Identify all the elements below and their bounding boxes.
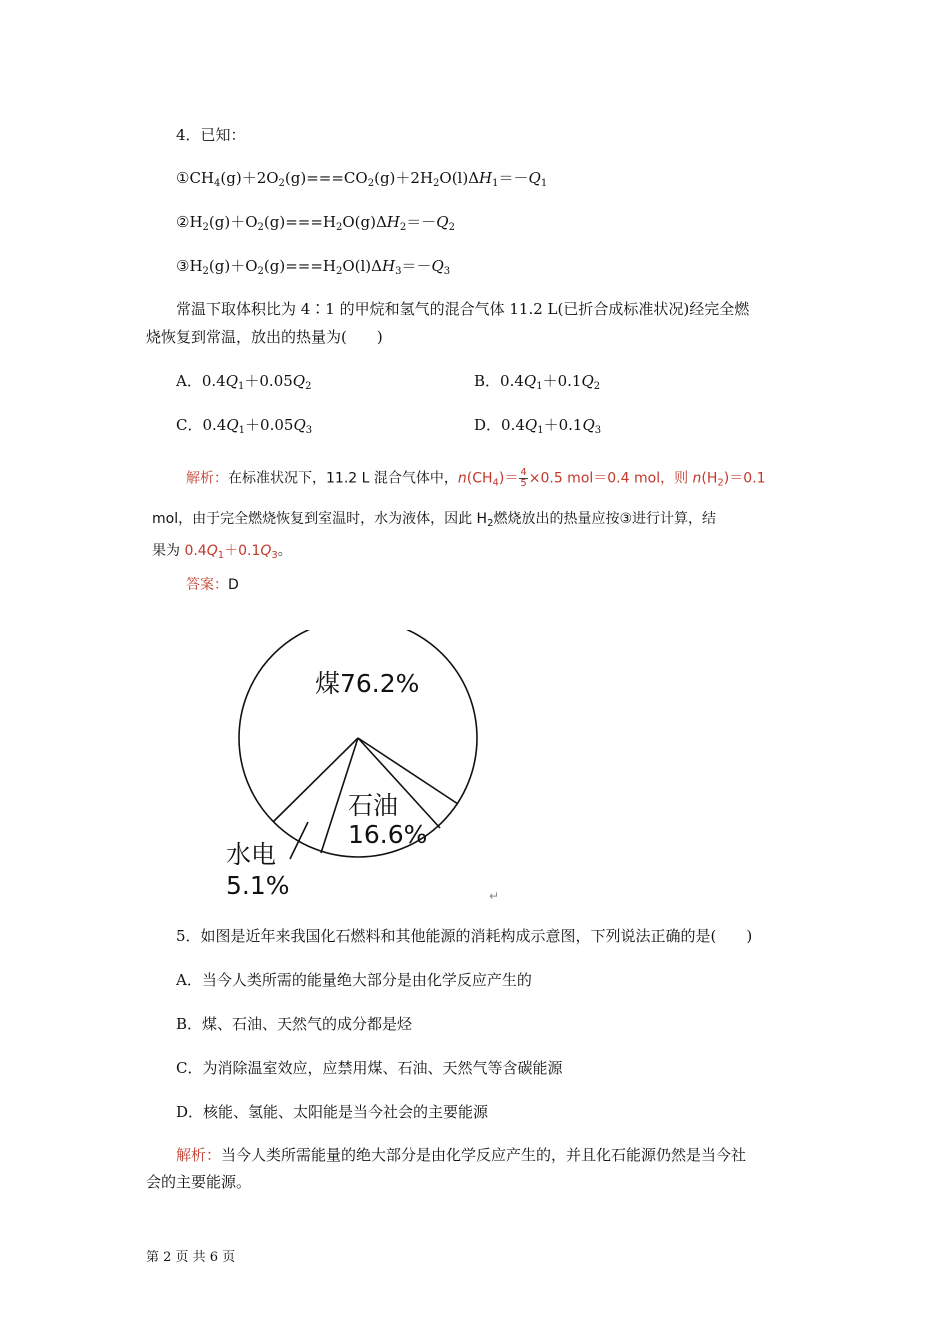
q5-option-b: B．煤、石油、天然气的成分都是烃 (176, 1015, 413, 1033)
analysis-label: 解析： (186, 470, 228, 487)
fraction-four-fifths: $\frac{4}{5}$ (520, 467, 527, 489)
energy-pie-figure (215, 630, 515, 905)
q5-option-a: A．当今人类所需的能量绝大部分是由化学反应产生的 (176, 971, 532, 989)
q5-stem: 5．如图是近年来我国化石燃料和其他能源的消耗构成示意图，下列说法正确的是( ) (176, 927, 753, 945)
q4-analysis-line-2: mol，由于完全燃烧恢复到室温时，水为液体，因此 $H_2$燃烧放出的热量应按③进行计算，结 (152, 511, 717, 529)
q4-equation-2: $②H_2(g)+O_2(g)===H_2O(g)\Delta H_2=-Q_2$ (176, 213, 455, 233)
q4-option-b: B．$0.4Q_1+0.1Q_2$ (474, 372, 601, 392)
oil-percent-label: 16.6% (348, 820, 428, 849)
q5-option-c: C．为消除温室效应，应禁用煤、石油、天然气等含碳能源 (176, 1059, 563, 1077)
page-footer: 第 2 页 共 6 页 (146, 1250, 236, 1265)
answer-label: 答案： (186, 577, 228, 593)
answer-value: D (228, 577, 239, 593)
q4-analysis-line-3: 果为 $0.4Q_1+0.1Q_3$。 (152, 543, 292, 561)
q5-analysis-label: 解析： (176, 1146, 222, 1164)
q4-stem-line-1: 常温下取体积比为 4∶1 的甲烷和氢气的混合气体 11.2 L(已折合成标准状况)经完全燃 (176, 300, 750, 318)
q4-equation-1: $①CH_4(g)+2O_2(g)===CO_2(g)+2H_2O(l)\Delta H_1=-Q_1$ (176, 169, 548, 189)
oil-name-label: 石油 (348, 791, 399, 820)
q5-analysis-line-2: 会的主要能源。 (146, 1173, 252, 1191)
coal-label: 煤76.2% (315, 669, 420, 698)
q4-title: 4．已知： (176, 126, 246, 144)
hydro-percent-label: 5.1% (226, 871, 290, 900)
q4-stem-line-2: 烧恢复到常温，放出的热量为( ) (146, 328, 383, 346)
q4-option-c: C．$0.4Q_1+0.05Q_3$ (176, 416, 313, 436)
q4-option-a: A．$0.4Q_1+0.05Q_2$ (176, 372, 312, 392)
q5-analysis-line-1: 解析：当今人类所需能量的绝大部分是由化学反应产生的，并且化石能源仍然是当今社 (176, 1146, 747, 1164)
hydro-leader-line (290, 822, 308, 859)
hydro-name-label: 水电 (226, 840, 277, 869)
q4-answer (186, 575, 239, 595)
return-mark: ↵ (489, 889, 500, 903)
q5-option-d: D．核能、氢能、太阳能是当今社会的主要能源 (176, 1103, 489, 1121)
q4-equation-3: $③H_2(g)+O_2(g)===H_2O(l)\Delta H_3=-Q_3$ (176, 257, 451, 277)
q4-option-d: D．$0.4Q_1+0.1Q_3$ (474, 416, 602, 436)
q4-analysis-line-1: 解析：在标准状况下，11.2 L 混合气体中，$n(CH_4)=$ $\frac{4}{5}$ ×0.5 mol＝0.4 mol，则 $n(H_2)=0.1$ (186, 467, 766, 489)
